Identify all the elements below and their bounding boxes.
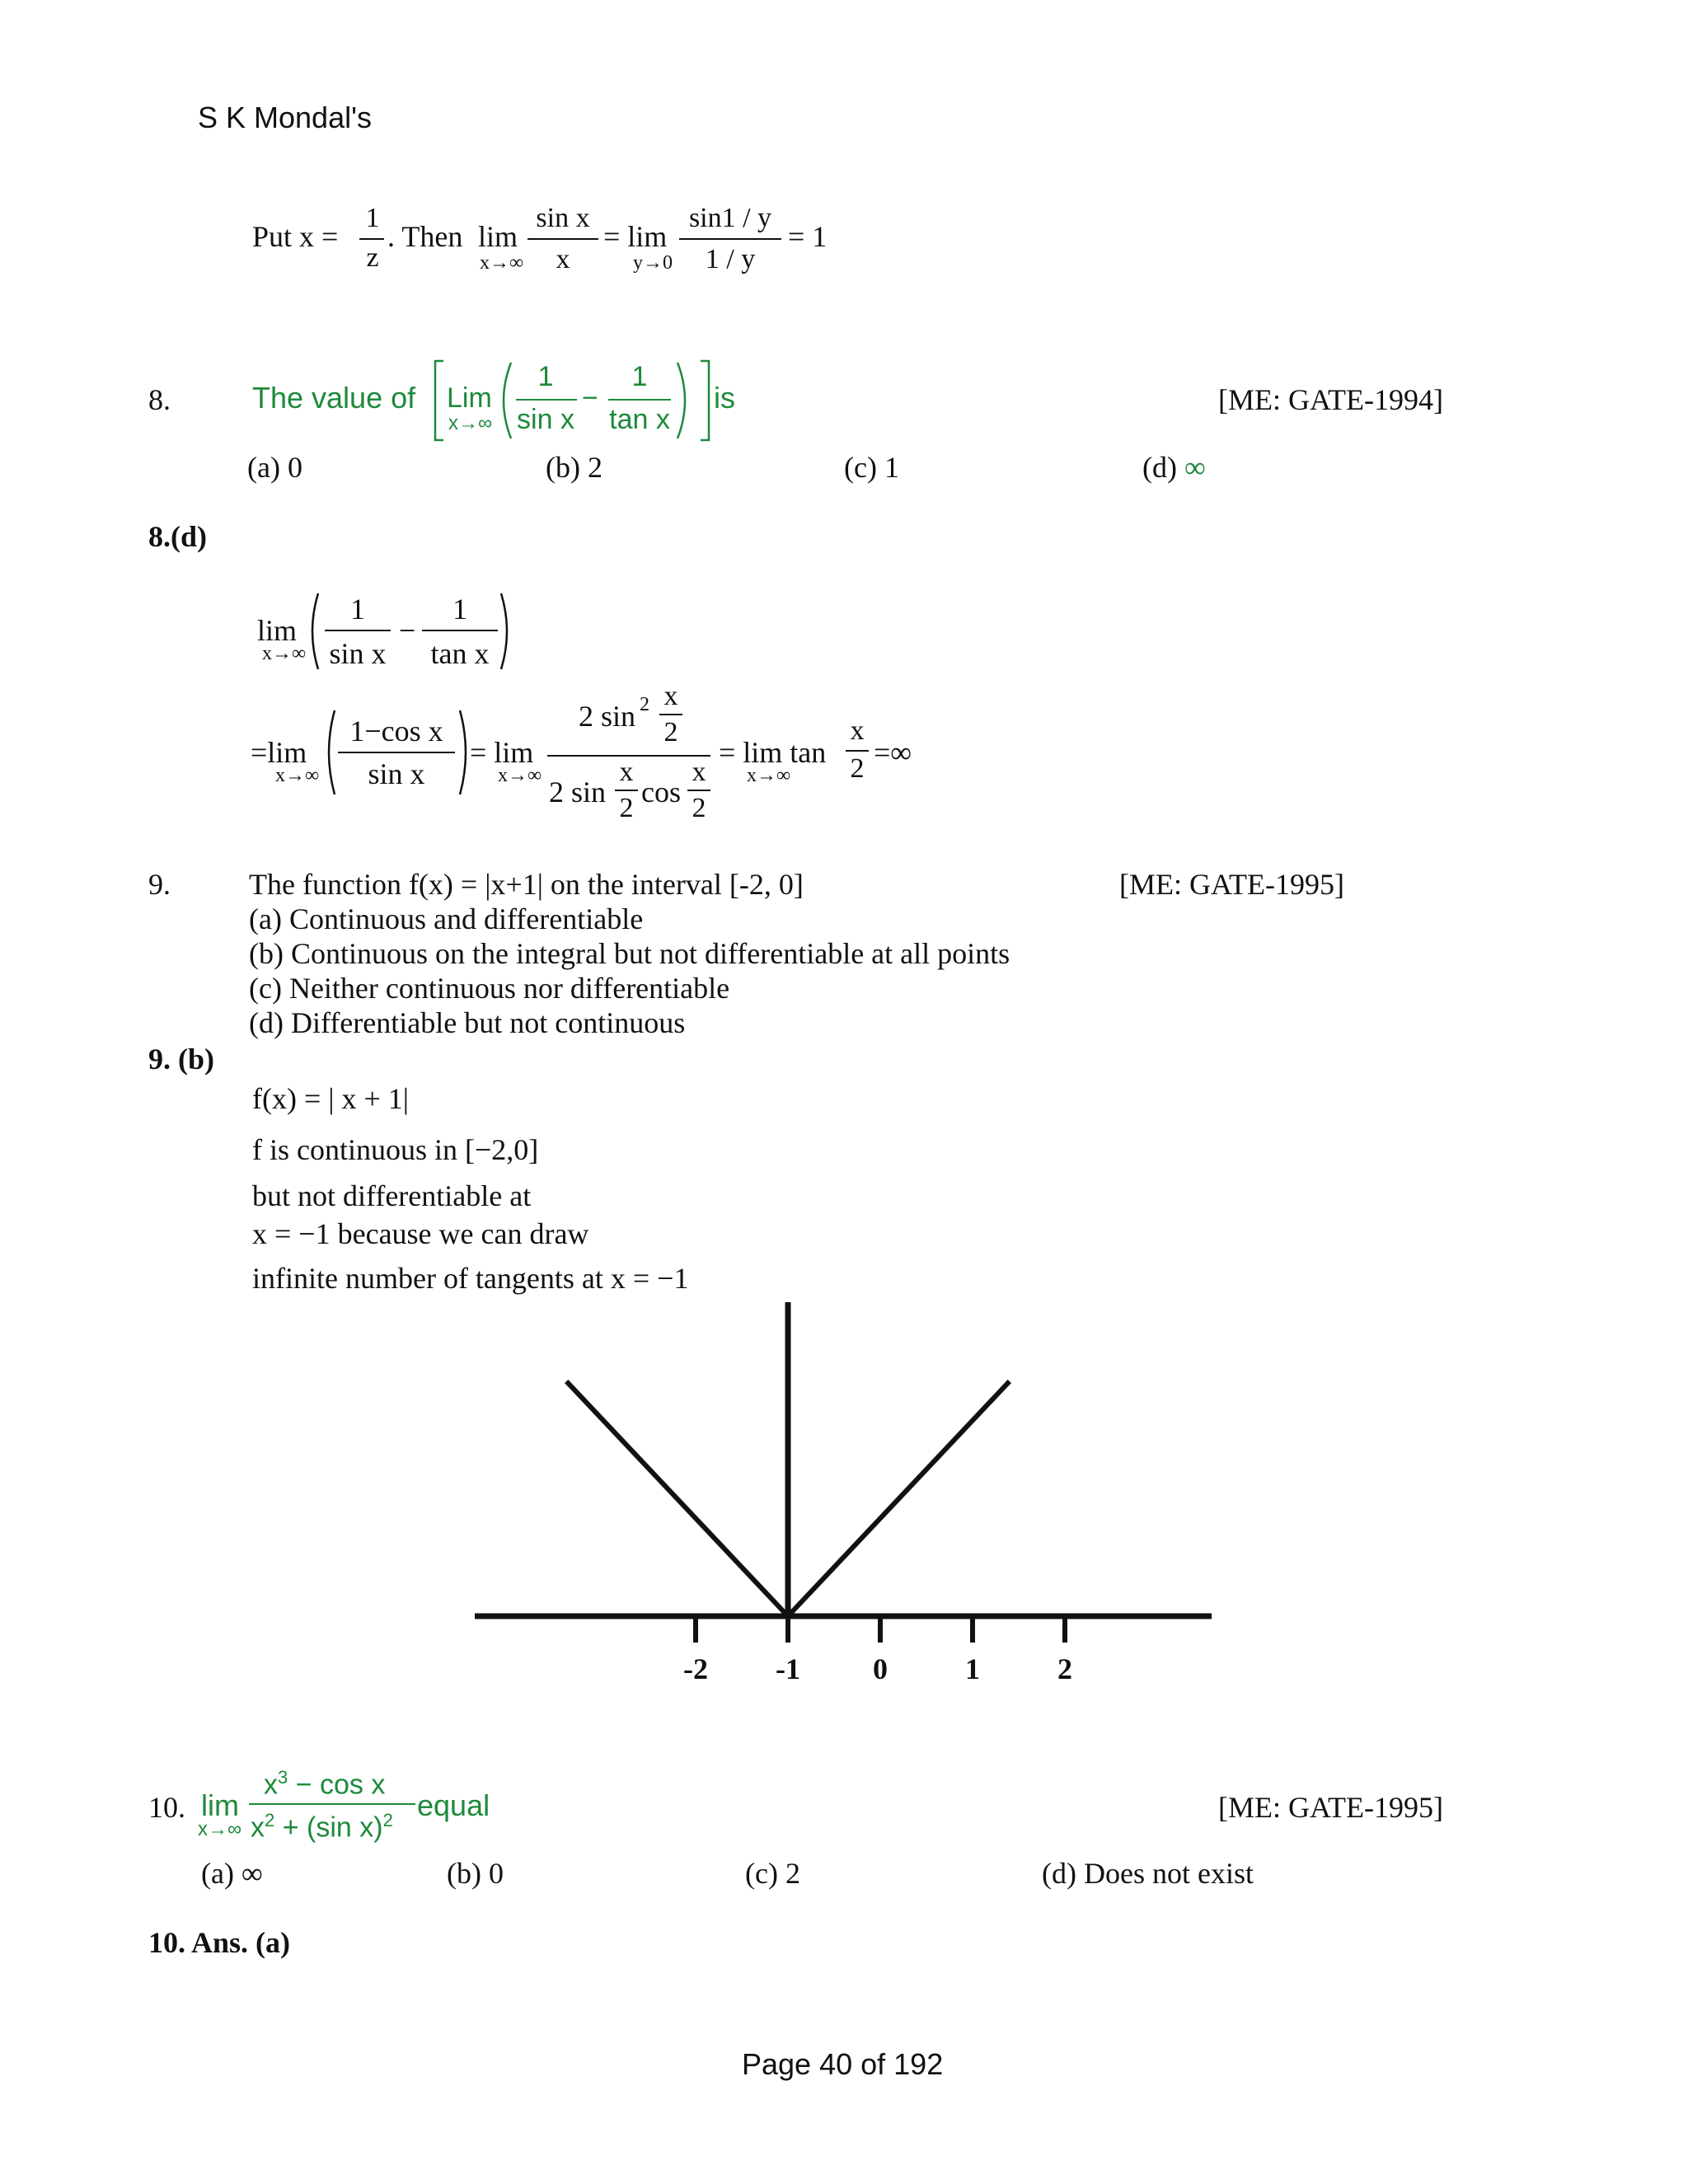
q8-minus: −: [582, 382, 598, 414]
a8-l2-den2x: x: [619, 757, 634, 787]
intro-eq1: = 1: [788, 220, 828, 253]
q8-source: [ME: GATE-1994]: [1218, 383, 1443, 416]
q8-num1: 1: [537, 361, 554, 392]
intro-then: . Then: [387, 220, 463, 253]
q9-question: The function f(x) = |x+1| on the interval [-2, 0]: [249, 868, 804, 901]
graph-right-branch: [788, 1381, 1010, 1616]
q10-equal: equal: [417, 1788, 490, 1822]
q9-option-c: (c) Neither continuous nor differentiable: [249, 972, 730, 1005]
graph-tick-label: -2: [683, 1652, 708, 1685]
q8-option-a: (a) 0: [247, 451, 302, 484]
a8-l2-num2x: x: [663, 681, 678, 711]
q8-option-d: (d) ∞: [1142, 451, 1206, 484]
graph-left-branch: [566, 1381, 788, 1616]
q8-lim: Lim: [447, 382, 492, 414]
q10-denominator: $x^2 + (\sin$ x)$^2$: [251, 1810, 393, 1844]
q10-option-b: (b) 0: [447, 1857, 504, 1890]
a8-l1-d1: sin x: [329, 637, 387, 670]
q9-source: [ME: GATE-1995]: [1119, 868, 1344, 901]
q8-text-pre: The value of: [252, 381, 416, 415]
intro-put: Put x =: [252, 220, 339, 253]
intro-lim-sub: x→∞: [480, 252, 524, 274]
a8-l1-d2: tan x: [430, 637, 490, 670]
q10-source: [ME: GATE-1995]: [1218, 1791, 1443, 1824]
q10-option-a: (a) ∞: [201, 1857, 263, 1890]
q9-number: 9.: [148, 868, 171, 901]
graph-tick-label: 1: [965, 1652, 980, 1685]
a9-line-2: f is continuous in [−2,0]: [252, 1133, 539, 1166]
intro-x: x: [556, 244, 570, 274]
q8-den1: sin x: [517, 404, 574, 435]
a8-l2-x3: x: [850, 715, 865, 746]
a8-l2-result: =∞: [874, 736, 912, 769]
footer-page-number: Page 40 of 192: [742, 2047, 944, 2081]
intro-sin1y: sin1 / y: [688, 203, 772, 233]
a8-l1-n1: 1: [350, 593, 365, 626]
q9-option-a: (a) Continuous and differentiable: [249, 902, 644, 935]
a8-label: 8.(d): [148, 520, 207, 553]
q8-lim-sub: x→∞: [448, 412, 493, 434]
a8-l1-minus: −: [399, 614, 416, 647]
q8-option-d-symbol: ∞: [1184, 451, 1206, 484]
graph-tick-label: 2: [1057, 1652, 1072, 1685]
intro-lim-sub-y: y→0: [633, 252, 673, 274]
a8-l2-eqlim3: = lim tan: [719, 736, 827, 769]
a8-l2-den2two2: 2: [692, 793, 706, 823]
intro-lim: lim: [478, 220, 518, 253]
intro-den: z: [366, 242, 379, 273]
graph-tick-label: 0: [873, 1652, 888, 1685]
q9-option-d: (d) Differentiable but not continuous: [249, 1006, 686, 1039]
q10-option-d: (d) Does not exist: [1042, 1857, 1254, 1890]
a8-l2-den2cos: cos: [641, 776, 681, 808]
a8-l2-two3: 2: [850, 753, 865, 784]
q8-option-b: (b) 2: [546, 451, 603, 484]
header-author: S K Mondal's: [198, 101, 372, 134]
a8-l2-den2a: 2 sin: [549, 776, 607, 808]
q10-numerator: $x^3 - \cos x$: [264, 1767, 386, 1801]
a8-l2-num2a: 2 sin: [579, 700, 636, 733]
q10-option-c: (c) 2: [745, 1857, 800, 1890]
intro-eqlim: = lim: [603, 220, 668, 253]
a9-line-3: but not differentiable at: [252, 1179, 532, 1212]
q8-text-post: is: [714, 381, 735, 415]
q8-number: 8.: [148, 383, 171, 416]
q10-option-a-symbol: ∞: [241, 1857, 263, 1890]
a8-l2-eqlim: =lim: [251, 736, 307, 769]
a8-l1-sub: x→∞: [262, 643, 307, 664]
a8-l1-lim: lim: [257, 614, 298, 647]
q9-option-b: (b) Continuous on the integral but not differentiable at all points: [249, 937, 1010, 970]
q8-den2: tan x: [609, 404, 670, 435]
graph-tick-label: -1: [776, 1652, 800, 1685]
q10-lim: lim: [201, 1788, 239, 1822]
q10-number: 10.: [148, 1791, 185, 1824]
a8-l2-eqlim2: = lim: [470, 736, 534, 769]
a8-l2-sub2: x→∞: [498, 765, 542, 786]
a9-line-1: f(x) = | x + 1|: [252, 1082, 409, 1115]
a9-label: 9. (b): [148, 1043, 214, 1076]
a8-l2-sub: x→∞: [275, 765, 320, 786]
a8-l2-num2two: 2: [663, 717, 678, 748]
q8-num2: 1: [631, 361, 648, 392]
a8-l2-den2x2: x: [692, 757, 706, 787]
a8-l2-sub3: x→∞: [747, 765, 791, 786]
intro-sinx: sin x: [536, 203, 590, 233]
q8-option-c: (c) 1: [844, 451, 899, 484]
q10-fracbar: [249, 1803, 415, 1805]
intro-num: 1: [365, 203, 380, 233]
a10-label: 10. Ans. (a): [148, 1926, 291, 1959]
a9-line-4: x = −1 because we can draw: [252, 1217, 589, 1250]
a9-line-5: infinite number of tangents at x = −1: [252, 1262, 689, 1295]
intro-1y: 1 / y: [705, 244, 756, 274]
a8-l2-den1: sin x: [368, 757, 425, 790]
a8-l2-den2two: 2: [619, 793, 634, 823]
a8-l2-num2sup: 2: [640, 694, 649, 715]
a8-l2-num1: 1−cos x: [349, 715, 443, 748]
a8-l1-n2: 1: [452, 593, 467, 626]
q10-lim-sub: x→∞: [198, 1818, 242, 1840]
